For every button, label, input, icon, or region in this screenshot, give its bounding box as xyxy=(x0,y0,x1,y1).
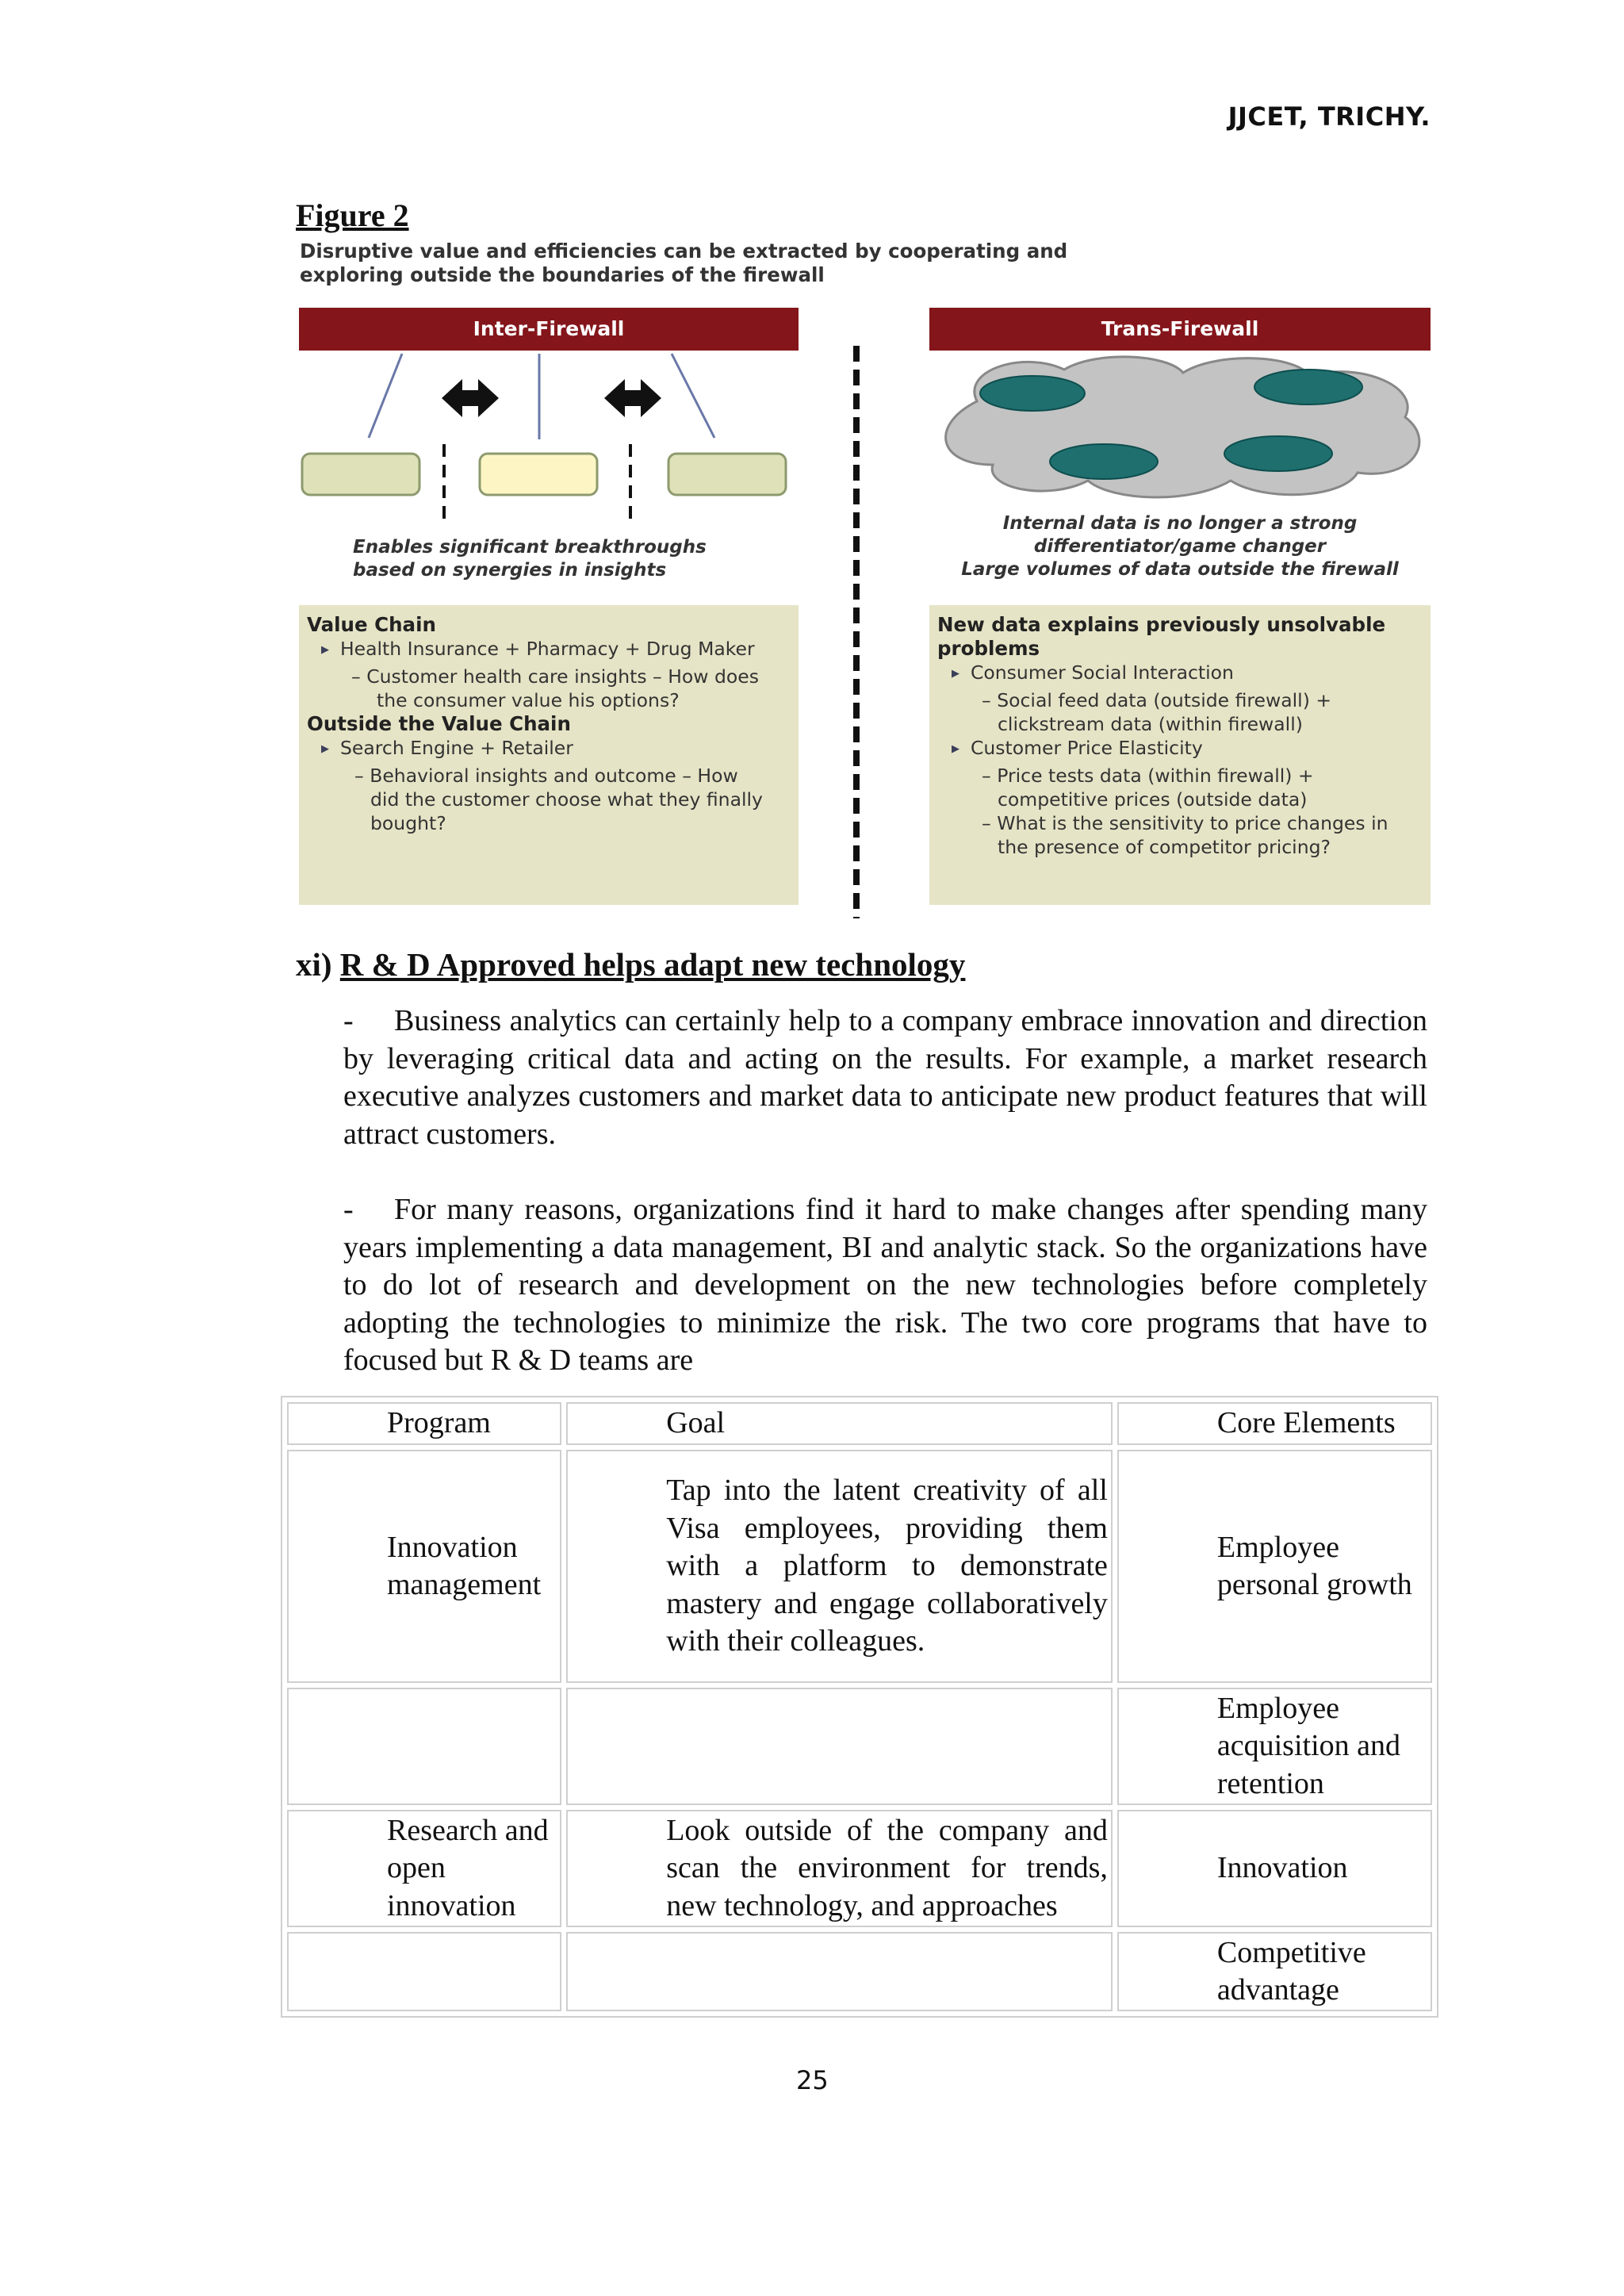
box-subitem: bought? xyxy=(370,812,446,834)
figure-subtitle-line: exploring outside the boundaries of the firewall xyxy=(300,263,825,286)
table-header-cell xyxy=(566,1402,1113,1445)
box-heading: New data explains previously unsolvable xyxy=(937,613,1386,636)
box-bullet: ▶ Search Engine + Retailer xyxy=(307,736,791,764)
cell-text: Employee personal growth xyxy=(1216,1530,1412,1601)
data-disc xyxy=(1050,444,1158,479)
figure-subtitle xyxy=(300,240,1067,287)
data-disc xyxy=(1254,370,1362,404)
table-cell xyxy=(566,1810,1113,1927)
box-bullet: ▶ Consumer Social Interaction xyxy=(937,661,1423,688)
entity-box xyxy=(302,454,419,495)
table-cell xyxy=(1117,1810,1432,1927)
cell-text: Look outside of the company and scan the environment for trends, new technology, and approaches xyxy=(666,1813,1108,1922)
page-number: 25 xyxy=(796,2065,829,2095)
para-dash: - xyxy=(343,1193,354,1226)
para-text: For many reasons, organizations find it hard to make changes after spending many years implementing a data management, BI and analytic stack. So the organizations have to do lot of research and development on the new technologies before completely adopting the technologies to minimize the risk. The two core programs that have to focused but R & D teams are xyxy=(343,1193,1427,1377)
section-number: xi) xyxy=(296,946,332,983)
table-cell xyxy=(287,1450,561,1683)
data-cloud-diagram xyxy=(929,354,1431,501)
box-heading: Value Chain xyxy=(307,613,436,636)
box-subitem: competitive prices (outside data) xyxy=(998,788,1308,811)
cell-text: Employee acquisition and retention xyxy=(1216,1691,1400,1800)
double-arrow-icon xyxy=(442,379,499,417)
cell-text: Research and open innovation xyxy=(387,1813,549,1922)
section-title: R & D Approved helps adapt new technology xyxy=(339,946,966,983)
table-cell xyxy=(287,1688,561,1805)
data-disc xyxy=(1224,436,1332,471)
table-header-row xyxy=(287,1402,1432,1445)
paragraph-1 xyxy=(343,1002,1427,1153)
value-chain-box xyxy=(299,605,799,905)
trans-firewall-title: Trans-Firewall xyxy=(929,308,1431,351)
inter-firewall-title: Inter-Firewall xyxy=(299,308,799,351)
header-institution: JJCET, TRICHY. xyxy=(1228,102,1431,132)
table-cell xyxy=(287,1932,561,2011)
entity-box xyxy=(668,454,786,495)
header-text: Core Elements xyxy=(1216,1406,1396,1440)
caption-line: Internal data is no longer a strong xyxy=(1002,513,1358,534)
table-row xyxy=(287,1450,1432,1683)
box-heading: Outside the Value Chain xyxy=(307,712,571,735)
cell-text: Competitive advantage xyxy=(1216,1935,1366,2007)
programs-table xyxy=(281,1396,1438,2018)
table-cell xyxy=(566,1688,1113,1805)
caption-line: differentiator/game changer xyxy=(1033,536,1327,557)
box-subitem: – What is the sensitivity to price changes in xyxy=(982,812,1388,834)
figure-subtitle-line: Disruptive value and efficiencies can be extracted by cooperating and xyxy=(300,240,1068,263)
box-bullet: ▶ Health Insurance + Pharmacy + Drug Maker xyxy=(307,637,791,665)
section-heading xyxy=(296,945,965,983)
box-heading: problems xyxy=(937,637,1040,660)
caption-line: Large volumes of data outside the firewall xyxy=(961,559,1399,580)
para-dash: - xyxy=(343,1004,354,1037)
header-text: Goal xyxy=(666,1406,726,1440)
entity-box xyxy=(480,454,597,495)
box-subitem: the consumer value his options? xyxy=(377,689,680,711)
box-subitem: did the customer choose what they finally xyxy=(370,788,763,811)
table-cell xyxy=(566,1932,1113,2011)
box-subitem: – Behavioral insights and outcome – How xyxy=(354,765,738,787)
box-subitem: – Price tests data (within firewall) + xyxy=(982,765,1314,787)
caption-line: based on synergies in insights xyxy=(353,560,667,581)
new-data-box xyxy=(929,605,1431,905)
table-row xyxy=(287,1810,1432,1927)
table-header-cell xyxy=(1117,1402,1432,1445)
para-text: Business analytics can certainly help to a company embrace innovation and direction by leveraging critical data and acting on the results. For example, a market research executive analyzes customers and market data to anticipate new product features that will attract customers. xyxy=(343,1004,1427,1151)
connector-line xyxy=(672,354,714,438)
double-arrow-icon xyxy=(604,379,661,417)
table-header-cell xyxy=(287,1402,561,1445)
table-cell xyxy=(1117,1688,1432,1805)
paragraph-2 xyxy=(343,1191,1427,1380)
table-cell xyxy=(1117,1932,1432,2011)
table-cell xyxy=(287,1810,561,1927)
box-subitem: clickstream data (within firewall) xyxy=(998,713,1303,735)
table-cell xyxy=(566,1450,1113,1683)
box-bullet: ▶ Customer Price Elasticity xyxy=(937,736,1423,764)
cell-text: Tap into the latent creativity of all Visa employees, providing them with a platform to demonstrate mastery and engage collaboratively with their colleagues. xyxy=(666,1474,1108,1658)
cell-text: Innovation management xyxy=(387,1530,542,1601)
header-text: Program xyxy=(387,1406,491,1440)
cell-text: Innovation xyxy=(1216,1851,1348,1885)
table-row xyxy=(287,1688,1432,1805)
inter-firewall-diagram xyxy=(299,351,799,525)
table-row xyxy=(287,1932,1432,2011)
box-subitem: – Customer health care insights – How does xyxy=(351,665,759,688)
connector-line xyxy=(369,354,402,438)
firewall-divider xyxy=(850,346,863,918)
trans-firewall-caption xyxy=(929,512,1431,581)
caption-line: Enables significant breakthroughs xyxy=(353,537,707,558)
figure-label: Figure 2 xyxy=(296,197,409,233)
inter-firewall-caption xyxy=(353,536,707,582)
box-subitem: – Social feed data (outside firewall) + xyxy=(982,689,1332,711)
box-subitem: the presence of competitor pricing? xyxy=(998,836,1331,858)
data-disc xyxy=(980,376,1085,411)
table-cell xyxy=(1117,1450,1432,1683)
